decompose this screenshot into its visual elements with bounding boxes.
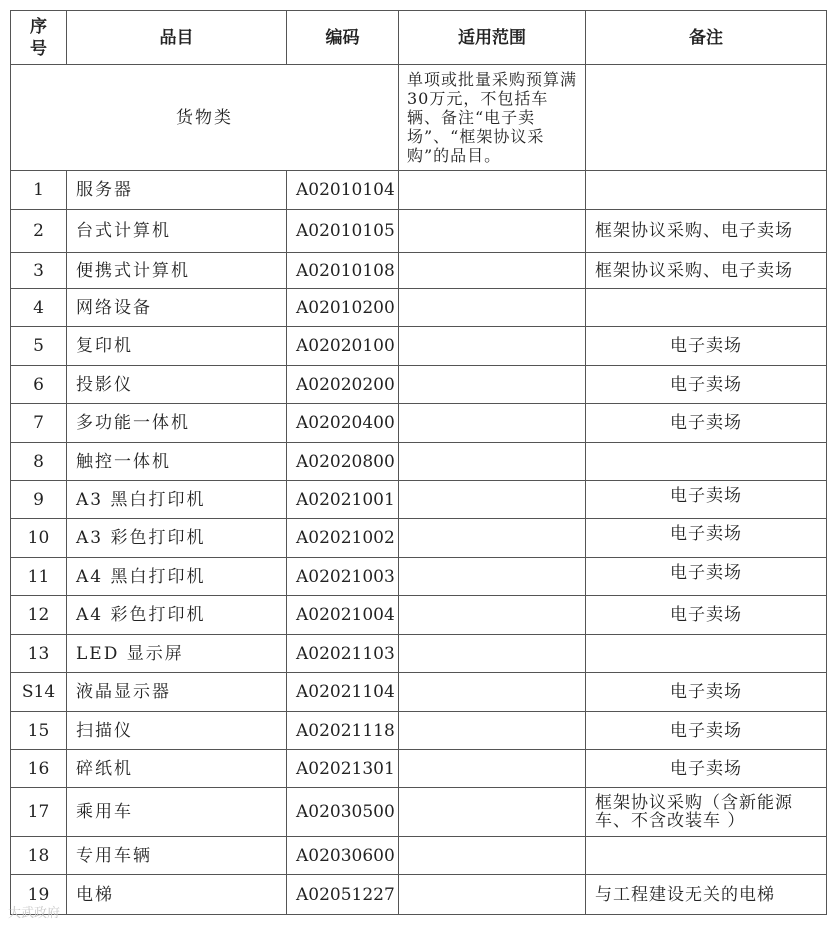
row-scope (399, 289, 586, 327)
row-seq: 17 (11, 788, 67, 837)
row-scope (399, 404, 586, 443)
row-seq: S14 (11, 673, 67, 712)
row-code: A02051227 (287, 875, 399, 915)
row-seq: 11 (11, 558, 67, 596)
row-scope (399, 327, 586, 366)
row-item: 电梯 (67, 875, 287, 915)
header-remark: 备注 (586, 11, 827, 65)
row-item: A3 黑白打印机 (67, 481, 287, 519)
row-code: A02010104 (287, 171, 399, 210)
row-remark: 电子卖场 (586, 750, 827, 788)
row-seq: 10 (11, 519, 67, 558)
row-seq: 15 (11, 712, 67, 750)
table-row (11, 210, 827, 253)
row-scope (399, 750, 586, 788)
row-item: 台式计算机 (67, 210, 287, 253)
row-remark: 电子卖场 (586, 366, 827, 404)
row-code: A02020200 (287, 366, 399, 404)
row-item: 便携式计算机 (67, 253, 287, 289)
row-item: 投影仪 (67, 366, 287, 404)
row-item: A4 黑白打印机 (67, 558, 287, 596)
row-code: A02030500 (287, 788, 399, 837)
row-remark (586, 635, 827, 673)
row-seq: 7 (11, 404, 67, 443)
row-code: A02021103 (287, 635, 399, 673)
table-row (11, 788, 827, 837)
row-remark: 电子卖场 (586, 712, 827, 750)
row-seq: 1 (11, 171, 67, 210)
row-item: A4 彩色打印机 (67, 596, 287, 635)
header-seq: 序号 (11, 11, 67, 65)
table-row (11, 366, 827, 404)
row-code: A02021118 (287, 712, 399, 750)
row-scope (399, 210, 586, 253)
table-row (11, 327, 827, 366)
table-row (11, 558, 827, 596)
table-row (11, 171, 827, 210)
row-scope (399, 635, 586, 673)
row-scope (399, 673, 586, 712)
row-scope (399, 558, 586, 596)
row-item: 网络设备 (67, 289, 287, 327)
row-remark (586, 443, 827, 481)
row-scope (399, 875, 586, 915)
table-row (11, 404, 827, 443)
row-seq: 5 (11, 327, 67, 366)
row-scope (399, 519, 586, 558)
row-scope (399, 253, 586, 289)
row-code: A02020800 (287, 443, 399, 481)
row-item: 乘用车 (67, 788, 287, 837)
group-label: 货物类 (11, 65, 399, 171)
table-row (11, 443, 827, 481)
row-remark: 电子卖场 (586, 519, 827, 558)
group-scope: 单项或批量采购预算满30万元，不包括车辆、备注“电子卖场”、“框架协议采购”的品目。 (399, 65, 586, 171)
table-row (11, 253, 827, 289)
row-item: LED 显示屏 (67, 635, 287, 673)
row-remark: 框架协议采购、电子卖场 (586, 253, 827, 289)
row-seq: 2 (11, 210, 67, 253)
table-row (11, 712, 827, 750)
row-item: 触控一体机 (67, 443, 287, 481)
header-row (11, 11, 827, 65)
row-scope (399, 712, 586, 750)
row-item: 碎纸机 (67, 750, 287, 788)
row-scope (399, 366, 586, 404)
row-seq: 9 (11, 481, 67, 519)
row-seq: 6 (11, 366, 67, 404)
row-scope (399, 837, 586, 875)
table-row (11, 596, 827, 635)
row-item: 液晶显示器 (67, 673, 287, 712)
row-remark: 电子卖场 (586, 481, 827, 519)
row-seq: 19 (11, 875, 67, 915)
row-code: A02010108 (287, 253, 399, 289)
row-remark: 框架协议采购（含新能源车、不含改装车 ） (586, 788, 827, 837)
row-remark: 电子卖场 (586, 596, 827, 635)
table-row (11, 875, 827, 915)
row-item: 多功能一体机 (67, 404, 287, 443)
row-remark (586, 171, 827, 210)
row-seq: 18 (11, 837, 67, 875)
table-row (11, 673, 827, 712)
row-scope (399, 596, 586, 635)
row-seq: 16 (11, 750, 67, 788)
row-seq: 13 (11, 635, 67, 673)
group-row (11, 65, 827, 171)
row-seq: 8 (11, 443, 67, 481)
row-code: A02021301 (287, 750, 399, 788)
header-item: 品目 (67, 11, 287, 65)
row-code: A02021004 (287, 596, 399, 635)
group-remark (586, 65, 827, 171)
row-scope (399, 171, 586, 210)
row-scope (399, 788, 586, 837)
row-remark: 与工程建设无关的电梯 (586, 875, 827, 915)
row-remark (586, 837, 827, 875)
row-item: A3 彩色打印机 (67, 519, 287, 558)
row-remark: 框架协议采购、电子卖场 (586, 210, 827, 253)
table-row (11, 519, 827, 558)
procurement-catalog-table (10, 10, 827, 915)
row-code: A02020400 (287, 404, 399, 443)
header-code: 编码 (287, 11, 399, 65)
table-row (11, 635, 827, 673)
row-code: A02021104 (287, 673, 399, 712)
row-code: A02020100 (287, 327, 399, 366)
watermark-text: 大武政府 (8, 906, 61, 921)
row-code: A02010105 (287, 210, 399, 253)
header-scope: 适用范围 (399, 11, 586, 65)
row-seq: 4 (11, 289, 67, 327)
row-item: 专用车辆 (67, 837, 287, 875)
table-row (11, 750, 827, 788)
row-scope (399, 443, 586, 481)
table-row (11, 837, 827, 875)
row-remark: 电子卖场 (586, 404, 827, 443)
row-seq: 3 (11, 253, 67, 289)
row-remark: 电子卖场 (586, 558, 827, 596)
row-code: A02021001 (287, 481, 399, 519)
row-scope (399, 481, 586, 519)
row-item: 扫描仪 (67, 712, 287, 750)
row-code: A02030600 (287, 837, 399, 875)
row-remark: 电子卖场 (586, 327, 827, 366)
row-code: A02021002 (287, 519, 399, 558)
table-row (11, 481, 827, 519)
row-code: A02010200 (287, 289, 399, 327)
row-seq: 12 (11, 596, 67, 635)
row-item: 服务器 (67, 171, 287, 210)
row-remark: 电子卖场 (586, 673, 827, 712)
row-item: 复印机 (67, 327, 287, 366)
row-remark (586, 289, 827, 327)
table-row (11, 289, 827, 327)
row-code: A02021003 (287, 558, 399, 596)
